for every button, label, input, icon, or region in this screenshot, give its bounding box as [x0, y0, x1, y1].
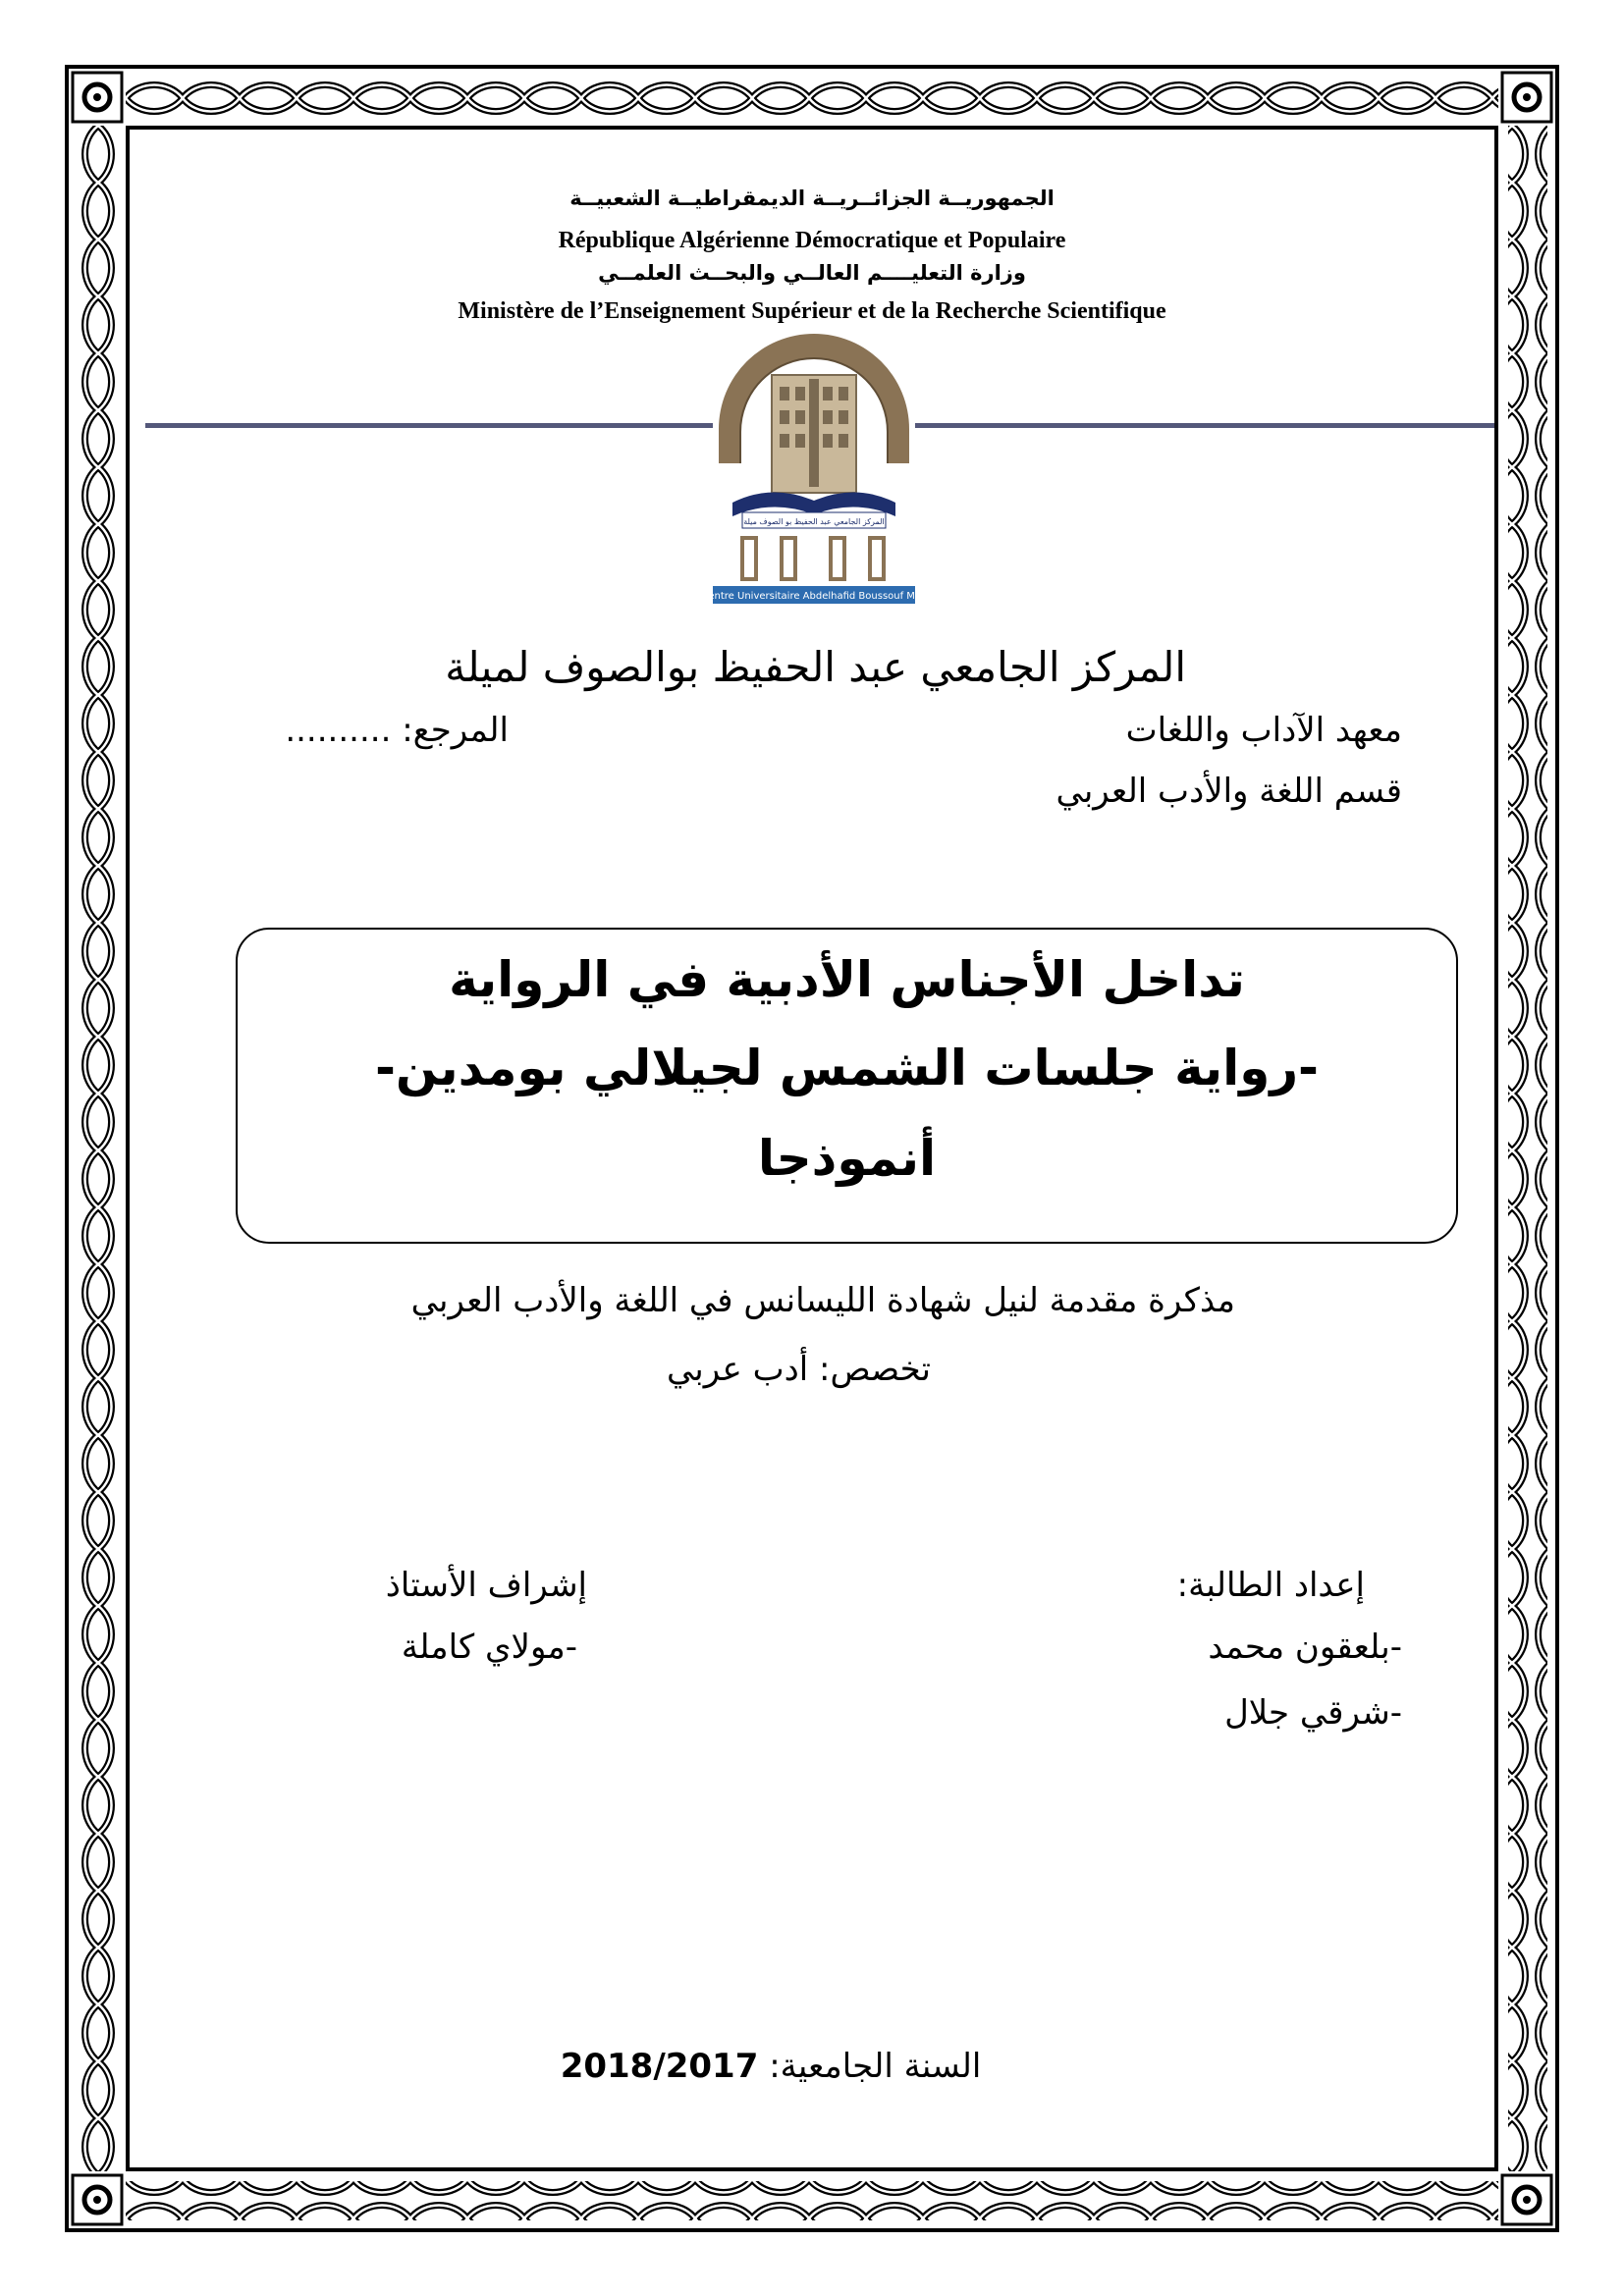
memo-purpose: مذكرة مقدمة لنيل شهادة الليسانس في اللغة والأدب العربي [410, 1281, 1235, 1320]
memo-specialty: تخصص: أدب عربي [666, 1350, 931, 1389]
header-divider-left [145, 423, 713, 428]
university-center-name: المركز الجامعي عبد الحفيظ بوالصوف لميلة [445, 643, 1186, 691]
student-name-2: -شرقي جلال [1224, 1693, 1402, 1733]
header-divider-right [915, 423, 1494, 428]
thesis-title-line-1: تداخل الأجناس الأدبية في الرواية [449, 951, 1245, 1008]
academic-year [550, 2047, 992, 2086]
reference-number: المرجع: .......... [285, 711, 509, 750]
students-label: إعداد الطالبة: [1176, 1566, 1365, 1605]
academic-year-label: السنة الجامعية: [769, 2047, 982, 2086]
university-logo-graphic [701, 336, 927, 606]
ministry-french: Ministère de l’Enseignement Supérieur et de la Recherche Scientifique [458, 298, 1166, 324]
logo-caption: Centre Universitaire Abdelhafid Boussouf Mila [701, 591, 927, 602]
republic-french: République Algérienne Démocratique et Populaire [558, 228, 1066, 253]
ministry-arabic: وزارة التعليــــم العالــي والبحــث العلمــي [598, 261, 1026, 285]
academic-year-value: 2018/2017 [560, 2047, 759, 2086]
thesis-title-box [236, 928, 1458, 1244]
supervisor-name: -مولاي كاملة [401, 1628, 577, 1667]
student-name-1: -بلعقون محمد [1208, 1628, 1402, 1667]
republic-arabic: الجمهوريــة الجزائــريــة الديمقراطيــة الشعبيــة [569, 187, 1055, 210]
university-logo [701, 336, 927, 606]
institute-name: معهد الآداب واللغات [1125, 711, 1402, 750]
logo-book-text: المركز الجامعي عبد الحفيظ بو الصوف ميلة [743, 517, 885, 526]
supervisor-label: إشراف الأستاذ [385, 1566, 587, 1605]
thesis-title-line-3: أنموذجا [757, 1130, 937, 1187]
thesis-title-line-2: -رواية جلسات الشمس لجيلالي بومدين- [375, 1040, 1319, 1096]
department-name: قسم اللغة والأدب العربي [1056, 772, 1402, 811]
